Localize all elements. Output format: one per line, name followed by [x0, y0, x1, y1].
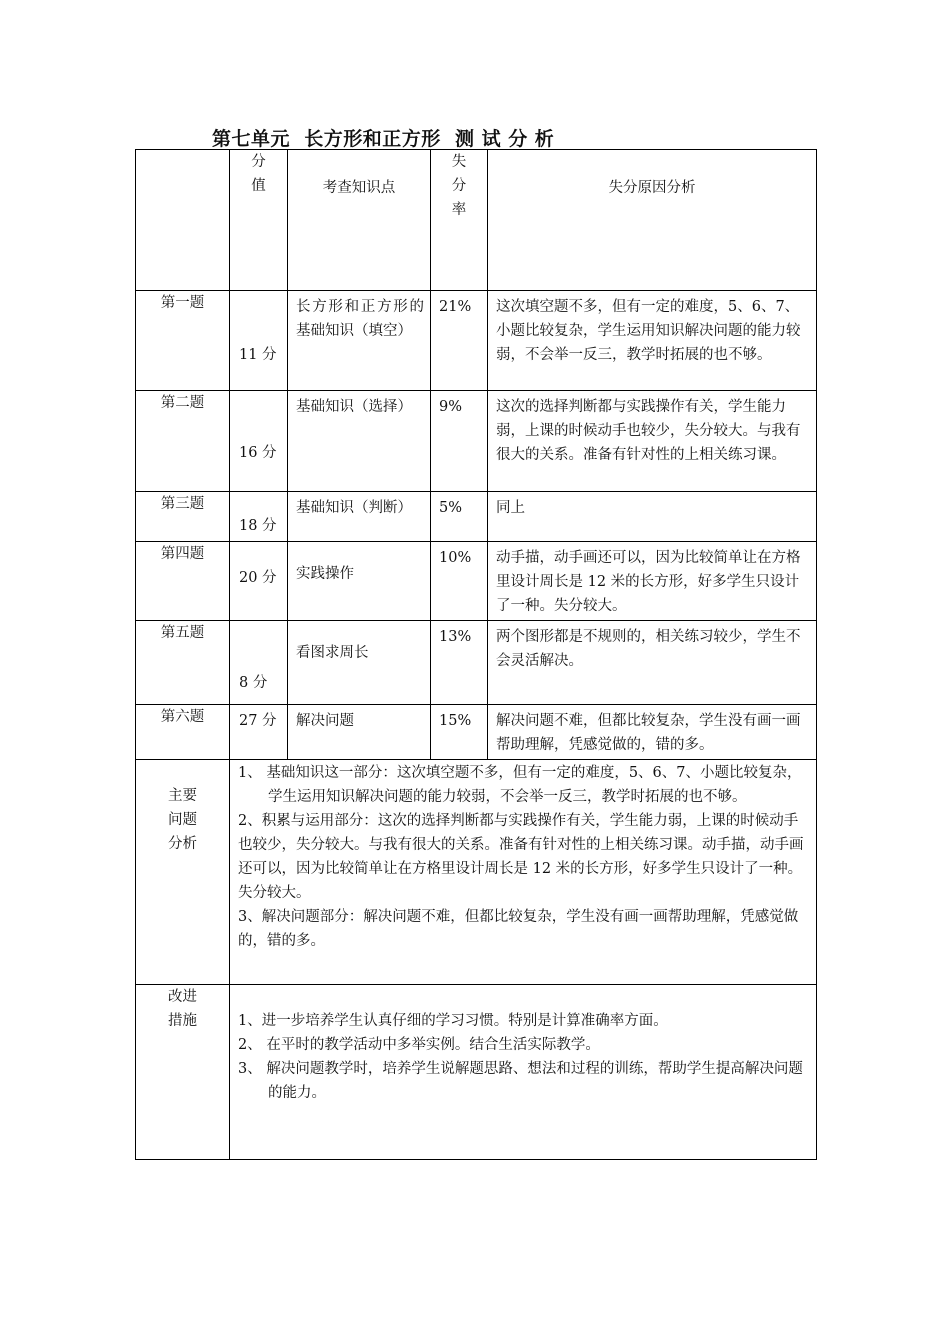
- row-label: 第二题: [136, 391, 230, 492]
- main-problem-item: 3、解决问题部分：解决问题不难，但都比较复杂，学生没有画一画帮助理解，凭感觉做的，错的多。: [238, 909, 799, 949]
- row-label: 第四题: [136, 542, 230, 621]
- table-row: [136, 291, 817, 391]
- row-reason: 动手描，动手画还可以，因为比较简单让在方格里设计周长是 12 米的长方形，好多学生只设计了一种。失分较大。: [488, 542, 817, 621]
- row-knowledge: 看图求周长: [288, 621, 431, 705]
- row-rate: 9%: [431, 391, 488, 492]
- main-problems-label: 主要 问题 分析: [136, 760, 230, 985]
- row-knowledge: 解决问题: [288, 705, 431, 760]
- table-row: [136, 542, 817, 621]
- row-score: 18 分: [230, 492, 288, 542]
- row-rate: 21%: [431, 291, 488, 391]
- row-score: 27 分: [230, 705, 288, 760]
- row-reason: 这次填空题不多，但有一定的难度，5、6、7、小题比较复杂，学生运用知识解决问题的能力较弱，不会举一反三，教学时拓展的也不够。: [488, 291, 817, 391]
- row-label: 第三题: [136, 492, 230, 542]
- row-score: 8 分: [230, 621, 288, 705]
- row-score: 16 分: [230, 391, 288, 492]
- row-score: 20 分: [230, 542, 288, 621]
- header-score: 分 值: [230, 150, 288, 291]
- row-knowledge: 长方形和正方形的基础知识（填空）: [288, 291, 431, 391]
- table-header-row: [136, 150, 817, 291]
- main-problems-content: [230, 760, 817, 985]
- row-rate: 10%: [431, 542, 488, 621]
- row-rate: 5%: [431, 492, 488, 542]
- table-row: [136, 391, 817, 492]
- row-label: 第六题: [136, 705, 230, 760]
- improvement-item: 2、 在平时的教学活动中多举实例。结合生活实际教学。: [238, 1037, 600, 1053]
- row-rate: 15%: [431, 705, 488, 760]
- header-empty-cell: [136, 150, 230, 291]
- improvement-item: 1、进一步培养学生认真仔细的学习习惯。特别是计算准确率方面。: [238, 1013, 668, 1029]
- row-knowledge: 基础知识（判断）: [288, 492, 431, 542]
- row-reason: 两个图形都是不规则的，相关练习较少，学生不会灵活解决。: [488, 621, 817, 705]
- table-row: [136, 621, 817, 705]
- row-label: 第五题: [136, 621, 230, 705]
- improvements-label: 改进 措施: [136, 985, 230, 1160]
- row-reason: 这次的选择判断都与实践操作有关，学生能力弱，上课的时候动手也较少，失分较大。与我有很大的关系。准备有针对性的上相关练习课。: [488, 391, 817, 492]
- analysis-table: [135, 149, 817, 1160]
- main-problems-row: [136, 760, 817, 985]
- row-reason: 解决问题不难，但都比较复杂，学生没有画一画帮助理解，凭感觉做的，错的多。: [488, 705, 817, 760]
- row-rate: 13%: [431, 621, 488, 705]
- table-row: [136, 705, 817, 760]
- table-row: [136, 492, 817, 542]
- row-reason: 同上: [488, 492, 817, 542]
- row-score: 11 分: [230, 291, 288, 391]
- row-label: 第一题: [136, 291, 230, 391]
- improvements-row: [136, 985, 817, 1160]
- improvement-item: 3、 解决问题教学时，培养学生说解题思路、想法和过程的训练，帮助学生提高解决问题的能力。: [238, 1061, 803, 1101]
- main-problem-item: 1、 基础知识这一部分：这次填空题不多，但有一定的难度，5、6、7、小题比较复杂，学生运用知识解决问题的能力较弱，不会举一反三，教学时拓展的也不够。: [238, 765, 802, 805]
- header-knowledge: 考查知识点: [288, 150, 431, 291]
- header-rate: 失 分 率: [431, 150, 488, 291]
- row-knowledge: 基础知识（选择）: [288, 391, 431, 492]
- document-title: 第七单元 长方形和正方形 测 试 分 析: [212, 128, 555, 150]
- improvements-content: [230, 985, 817, 1160]
- main-problem-item: 2、积累与运用部分：这次的选择判断都与实践操作有关，学生能力弱，上课的时候动手也较少，失分较大。与我有很大的关系。准备有针对性的上相关练习课。动手描，动手画还可以，因为比较简单让在方格里设计周长是 12 米的长方形，好多学生只设计了一种。失分较大。: [238, 813, 804, 901]
- header-reason: 失分原因分析: [488, 150, 817, 291]
- row-knowledge: 实践操作: [288, 542, 431, 621]
